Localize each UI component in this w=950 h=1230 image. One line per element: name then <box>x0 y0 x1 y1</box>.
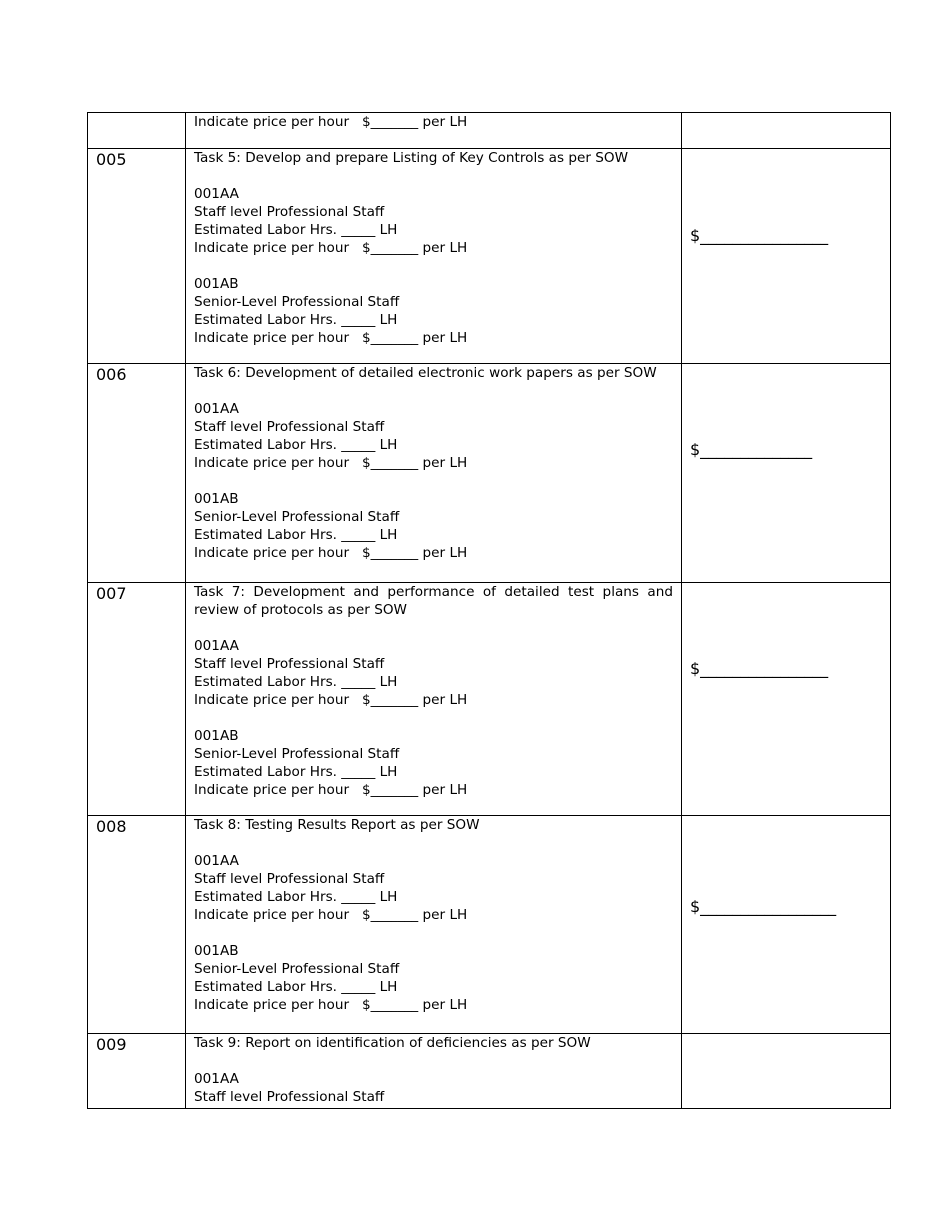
price-field[interactable]: $_________________ <box>682 816 891 1034</box>
staff-code: 001AA <box>194 1071 239 1087</box>
staff-role: Staff level Professional Staff <box>194 419 385 435</box>
staff-rate: Indicate price per hour $_______ per LH <box>194 455 468 471</box>
staff-hours: Estimated Labor Hrs. _____ LH <box>194 222 398 238</box>
staff-rate: Indicate price per hour $_______ per LH <box>194 692 468 708</box>
pricing-table <box>87 112 891 1109</box>
price-field[interactable]: $______________ <box>682 364 891 583</box>
senior-hours: Estimated Labor Hrs. _____ LH <box>194 979 398 995</box>
senior-hours: Estimated Labor Hrs. _____ LH <box>194 764 398 780</box>
senior-rate: Indicate price per hour $_______ per LH <box>194 782 468 798</box>
staff-code: 001AA <box>194 638 239 654</box>
task-description <box>186 1034 682 1109</box>
senior-role: Senior-Level Professional Staff <box>194 961 400 977</box>
task-description <box>186 816 682 1034</box>
table-row <box>88 113 891 149</box>
senior-role: Senior-Level Professional Staff <box>194 294 400 310</box>
line-item-number: 008 <box>88 816 186 1034</box>
staff-role: Staff level Professional Staff <box>194 1089 385 1105</box>
table-row <box>88 583 891 816</box>
staff-hours: Estimated Labor Hrs. _____ LH <box>194 437 398 453</box>
senior-hours: Estimated Labor Hrs. _____ LH <box>194 312 398 328</box>
line-item-number: 005 <box>88 149 186 364</box>
staff-rate: Indicate price per hour $_______ per LH <box>194 240 468 256</box>
staff-hours: Estimated Labor Hrs. _____ LH <box>194 674 398 690</box>
price-field[interactable]: $________________ <box>682 583 891 816</box>
line-item-number <box>88 113 186 149</box>
staff-code: 001AA <box>194 186 239 202</box>
line-item-number: 009 <box>88 1034 186 1109</box>
task-description <box>186 149 682 364</box>
table-row <box>88 364 891 583</box>
staff-role: Staff level Professional Staff <box>194 871 385 887</box>
table-row <box>88 149 891 364</box>
task-title: Task 8: Testing Results Report as per SOW <box>194 817 480 833</box>
task-description <box>186 583 682 816</box>
task-description <box>186 364 682 583</box>
senior-code: 001AB <box>194 728 239 744</box>
staff-role: Staff level Professional Staff <box>194 204 385 220</box>
line-item-number: 007 <box>88 583 186 816</box>
senior-code: 001AB <box>194 943 239 959</box>
senior-role: Senior-Level Professional Staff <box>194 509 400 525</box>
staff-code: 001AA <box>194 401 239 417</box>
price-field[interactable]: $________________ <box>682 149 891 364</box>
senior-code: 001AB <box>194 491 239 507</box>
senior-code: 001AB <box>194 276 239 292</box>
line-item-number: 006 <box>88 364 186 583</box>
staff-role: Staff level Professional Staff <box>194 656 385 672</box>
senior-rate: Indicate price per hour $_______ per LH <box>194 997 468 1013</box>
staff-hours: Estimated Labor Hrs. _____ LH <box>194 889 398 905</box>
task-description <box>186 113 682 149</box>
price-field[interactable] <box>682 113 891 149</box>
senior-role: Senior-Level Professional Staff <box>194 746 400 762</box>
price-field[interactable] <box>682 1034 891 1109</box>
rate-line: Indicate price per hour $_______ per LH <box>194 114 468 130</box>
senior-hours: Estimated Labor Hrs. _____ LH <box>194 527 398 543</box>
table-row <box>88 1034 891 1109</box>
staff-rate: Indicate price per hour $_______ per LH <box>194 907 468 923</box>
task-title: Task 5: Develop and prepare Listing of Key Controls as per SOW <box>194 150 629 166</box>
task-title: Task 6: Development of detailed electronic work papers as per SOW <box>194 365 657 381</box>
task-title: Task 7: Development and performance of detailed test plans and review of protocols as per SOW <box>194 584 673 618</box>
staff-code: 001AA <box>194 853 239 869</box>
table-row <box>88 816 891 1034</box>
senior-rate: Indicate price per hour $_______ per LH <box>194 545 468 561</box>
senior-rate: Indicate price per hour $_______ per LH <box>194 330 468 346</box>
task-title: Task 9: Report on identification of deficiencies as per SOW <box>194 1035 591 1051</box>
